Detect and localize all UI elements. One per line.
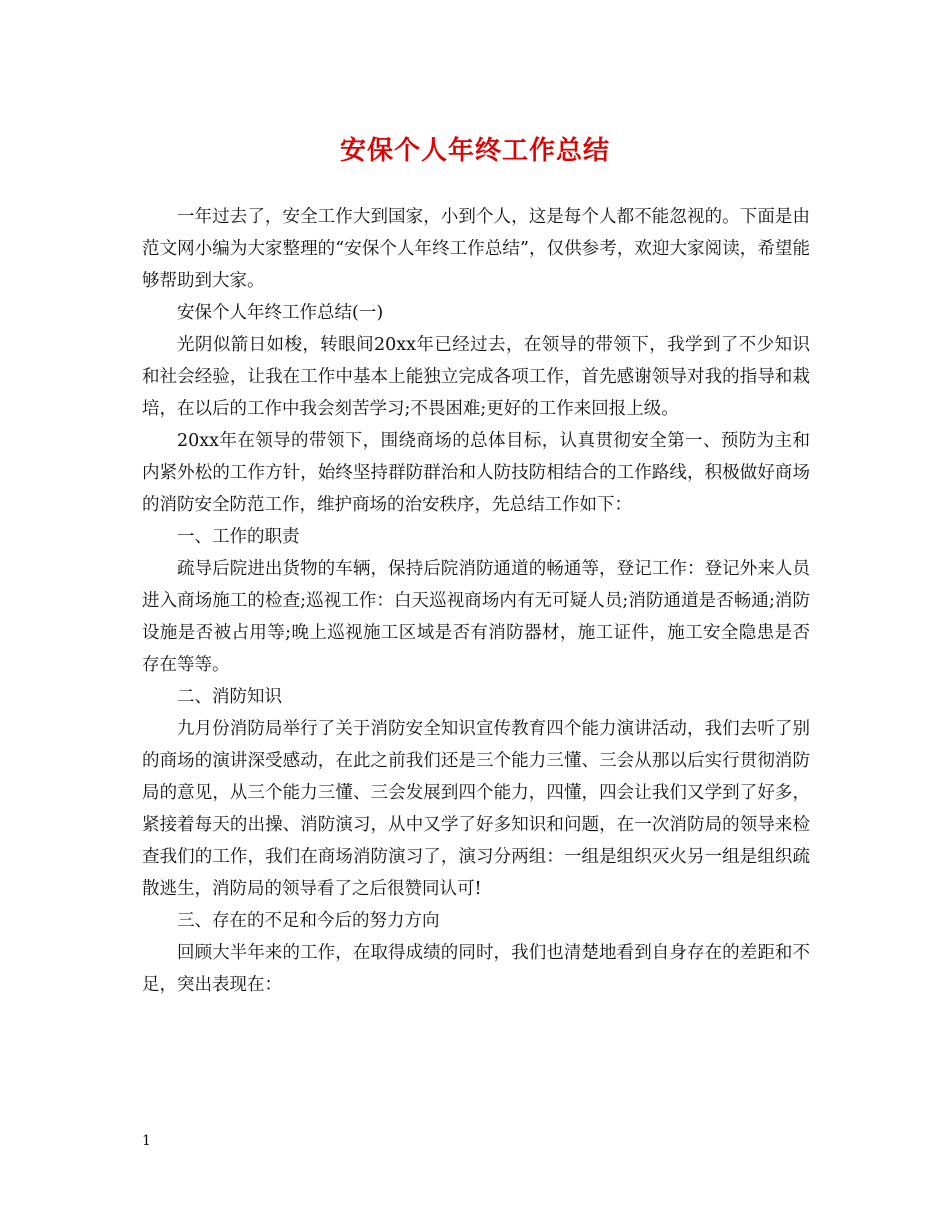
document-body <box>142 201 810 1001</box>
section-heading-duties: 一、工作的职责 <box>177 527 300 547</box>
section-heading-fire-knowledge: 二、消防知识 <box>177 687 282 707</box>
intro-paragraph: 一年过去了，安全工作大到国家，小到个人，这是每个人都不能忽视的。下面是由范文网小编为大家整理的“安保个人年终工作总结”，仅供参考，欢迎大家阅读，希望能够帮助到大家。 <box>142 207 810 291</box>
paragraph-duties: 疏导后院进出货物的车辆，保持后院消防通道的畅通等，登记工作：登记外来人员进入商场施工的检查;巡视工作：白天巡视商场内有无可疑人员;消防通道是否畅通;消防设施是否被占用等;晚上巡视施工区域是否有消防器材，施工证件，施工安全隐患是否存在等等。 <box>142 559 810 675</box>
paragraph-review: 回顾大半年来的工作，在取得成绩的同时，我们也清楚地看到自身存在的差距和不足，突出表现在： <box>142 943 810 995</box>
page-number: 1 <box>142 1133 151 1149</box>
paragraph-fire-knowledge: 九月份消防局举行了关于消防安全知识宣传教育四个能力演讲活动，我们去听了别的商场的演讲深受感动，在此之前我们还是三个能力三懂、三会从那以后实行贯彻消防局的意见，从三个能力三懂、三会发展到四个能力，四懂，四会让我们又学到了好多，紧接着每天的出操、消防演习，从中又学了好多知识和问题，在一次消防局的领导来检查我们的工作，我们在商场消防演习了，演习分两组：一组是组织灭火另一组是组织疏散逃生，消防局的领导看了之后很赞同认可! <box>142 719 810 899</box>
section-heading-part-one: 安保个人年终工作总结(一) <box>177 303 384 323</box>
paragraph-time-flies: 光阴似箭日如梭，转眼间20xx年已经过去，在领导的带领下，我学到了不少知识和社会经验，让我在工作中基本上能独立完成各项工作，首先感谢领导对我的指导和栽培，在以后的工作中我会刻苦学习;不畏困难;更好的工作来回报上级。 <box>142 335 810 419</box>
document-title: 安保个人年终工作总结 <box>339 136 610 166</box>
section-heading-shortcomings: 三、存在的不足和今后的努力方向 <box>177 911 440 931</box>
paragraph-work-summary: 20xx年在领导的带领下，围绕商场的总体目标，认真贯彻安全第一、预防为主和内紧外松的工作方针，始终坚持群防群治和人防技防相结合的工作路线，积极做好商场的消防安全防范工作，维护商场的治安秩序，先总结工作如下： <box>142 431 810 515</box>
